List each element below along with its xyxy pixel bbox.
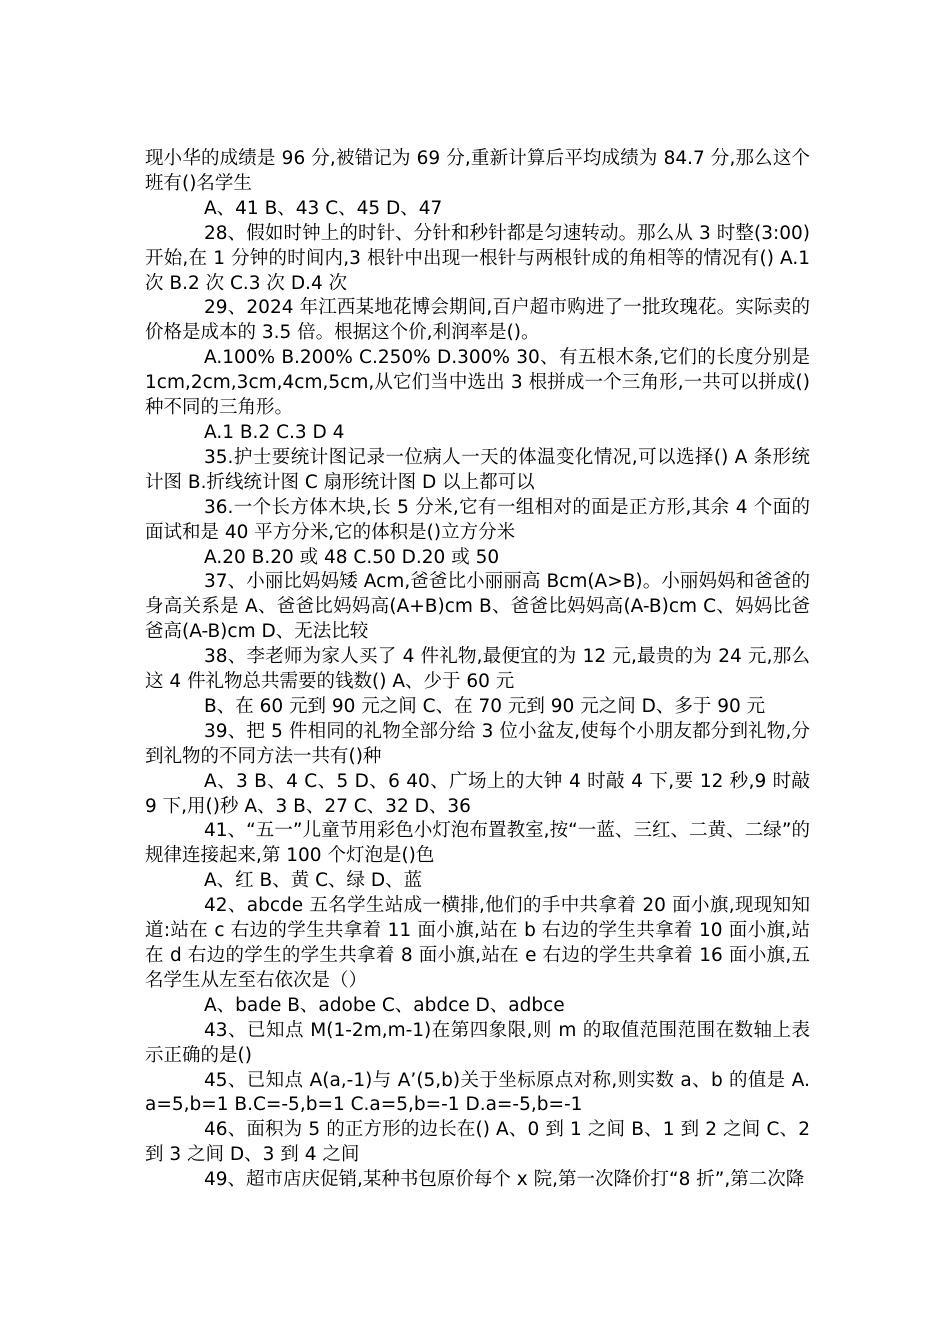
paragraph-p21: 46、面积为 5 的正方形的边长在() A、0 到 1 之间 B、1 到 2 之间 C、2 到 3 之间 D、3 到 4 之间 — [145, 1119, 810, 1166]
paragraph-p19: 43、已知点 M(1-2m,m-1)在第四象限,则 m 的取值范围范围在数轴上表示正确的是() — [145, 1019, 810, 1066]
paragraph-p08: 36.一个长方体木块,长 5 分米,它有一组相对的面是正方形,其余 4 个面的面试和是 40 平方分米,它的体积是()立方分米 — [145, 496, 810, 543]
paragraph-p12: B、在 60 元到 90 元之间 C、在 70 元到 90 元之间 D、多于 90 元 — [204, 695, 766, 717]
paragraph-p15: 41、“五一”儿童节用彩色小灯泡布置教室,按“一蓝、三红、二黄、二绿”的规律连接起来,第 100 个灯泡是()色 — [145, 820, 810, 867]
paragraph-p06: A.1 B.2 C.3 D 4 — [204, 421, 345, 443]
document-body — [145, 147, 810, 1193]
paragraph-p07: 35.护士要统计图记录一位病人一天的体温变化情况,可以选择() A 条形统计图 B.折线统计图 C 扇形统计图 D 以上都可以 — [145, 446, 810, 493]
paragraph-p10: 37、小丽比妈妈矮 Acm,爸爸比小丽丽高 Bcm(A>B)。小丽妈妈和爸爸的身高关系是 A、爸爸比妈妈高(A+B)cm B、爸爸比妈妈高(A-B)cm C、妈妈比爸爸高(A-B)cm D、无法比较 — [145, 571, 810, 643]
paragraph-p13: 39、把 5 件相同的礼物全部分给 3 位小盆友,使每个小朋友都分到礼物,分到礼物的不同方法一共有()种 — [145, 720, 810, 767]
paragraph-p03: 28、假如时钟上的时针、分针和秒针都是匀速转动。那么从 3 时整(3:00)开始,在 1 分钟的时间内,3 根针中出现一根针与两根针成的角相等的情况有() A.1 次 B.2 次 C.3 次 D.4 次 — [145, 222, 810, 294]
paragraph-p09: A.20 B.20 或 48 C.50 D.20 或 50 — [204, 546, 500, 568]
paragraph-p05: A.100% B.200% C.250% D.300% 30、有五根木条,它们的长度分别是 1cm,2cm,3cm,4cm,5cm,从它们当中选出 3 根拼成一个三角形,一共可以拼成()种不同的三角形。 — [145, 347, 810, 419]
paragraph-p16: A、红 B、黄 C、绿 D、蓝 — [204, 870, 423, 892]
paragraph-p18: A、bade B、adobe C、abdce D、adbce — [204, 994, 565, 1016]
paragraph-p01: 现小华的成绩是 96 分,被错记为 69 分,重新计算后平均成绩为 84.7 分,那么这个班有()名学生 — [145, 148, 810, 194]
paragraph-p11: 38、李老师为家人买了 4 件礼物,最便宜的为 12 元,最贵的为 24 元,那么这 4 件礼物总共需要的钱数() A、少于 60 元 — [145, 646, 810, 693]
paragraph-p14: A、3 B、4 C、5 D、6 40、广场上的大钟 4 时敲 4 下,要 12 秒,9 时敲 9 下,用()秒 A、3 B、27 C、32 D、36 — [145, 770, 810, 817]
paragraph-p20: 45、已知点 A(a,-1)与 A’(5,b)关于坐标原点对称,则实数 a、b 的值是 A.a=5,b=1 B.C=-5,b=1 C.a=5,b=-1 D.a=-5,b=-1 — [145, 1069, 810, 1116]
paragraph-p17: 42、abcde 五名学生站成一横排,他们的手中共拿着 20 面小旗,现现知知道:站在 c 右边的学生共拿着 11 面小旗,站在 b 右边的学生共拿着 10 面小旗,站在 d 右边的学生的学生共拿着 8 面小旗,站在 e 右边的学生共拿着 16 面小旗,五名学生从左至右依次是（） — [145, 895, 810, 991]
paragraph-p02: A、41 B、43 C、45 D、47 — [204, 197, 443, 219]
paragraph-p04: 29、2024 年江西某地花博会期间,百户超市购进了一批玫瑰花。实际卖的价格是成本的 3.5 倍。根据这个价,利润率是()。 — [145, 297, 810, 344]
paragraph-p22: 49、超市店庆促销,某种书包原价每个 x 院,第一次降价打“8 折”,第二次降 — [204, 1169, 805, 1191]
